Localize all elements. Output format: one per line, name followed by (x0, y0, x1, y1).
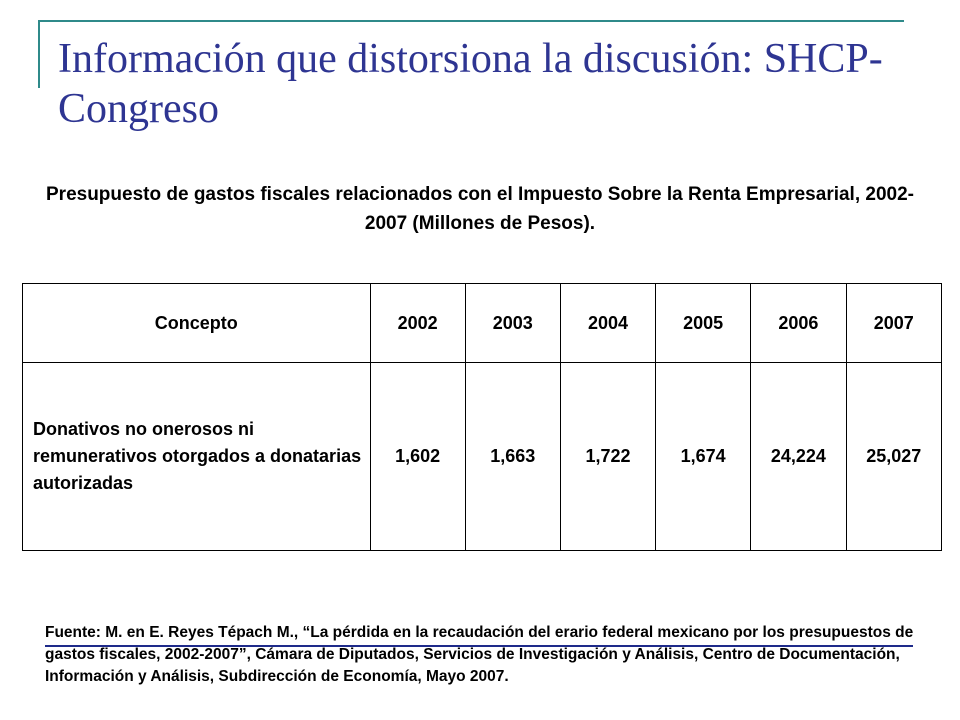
value-cell-2007: 25,027 (846, 363, 941, 551)
top-accent-line (38, 20, 904, 22)
column-header-2004: 2004 (560, 284, 655, 363)
value-cell-2003: 1,663 (465, 363, 560, 551)
column-header-2006: 2006 (751, 284, 846, 363)
source-underline (45, 645, 913, 647)
row-concept-cell: Donativos no onerosos ni remunerativos otorgados a donatarias autorizadas (23, 363, 371, 551)
table-row (23, 363, 942, 551)
column-header-2007: 2007 (846, 284, 941, 363)
column-header-2003: 2003 (465, 284, 560, 363)
value-cell-2002: 1,602 (370, 363, 465, 551)
left-accent-line (38, 20, 40, 88)
table-header-row (23, 284, 942, 363)
value-cell-2005: 1,674 (656, 363, 751, 551)
slide-title: Información que distorsiona la discusión: SHCP-Congreso (58, 36, 883, 132)
fiscal-expenditure-table (22, 283, 942, 551)
column-header-concepto: Concepto (23, 284, 371, 363)
column-header-2002: 2002 (370, 284, 465, 363)
source-citation: Fuente: M. en E. Reyes Tépach M., “La pérdida en la recaudación del erario federal mexicano por los presupuestos de gastos fiscales, 2002-2007”, Cámara de Diputados, Servicios de Investigación y Análisis, Centro de Documentación, Información y Análisis, Subdirección de Economía, Mayo 2007. (45, 624, 914, 685)
column-header-2005: 2005 (656, 284, 751, 363)
value-cell-2006: 24,224 (751, 363, 846, 551)
table-caption: Presupuesto de gastos fiscales relacionados con el Impuesto Sobre la Renta Empresarial, 2002-2007 (Millones de Pesos). (46, 184, 914, 234)
value-cell-2004: 1,722 (560, 363, 655, 551)
